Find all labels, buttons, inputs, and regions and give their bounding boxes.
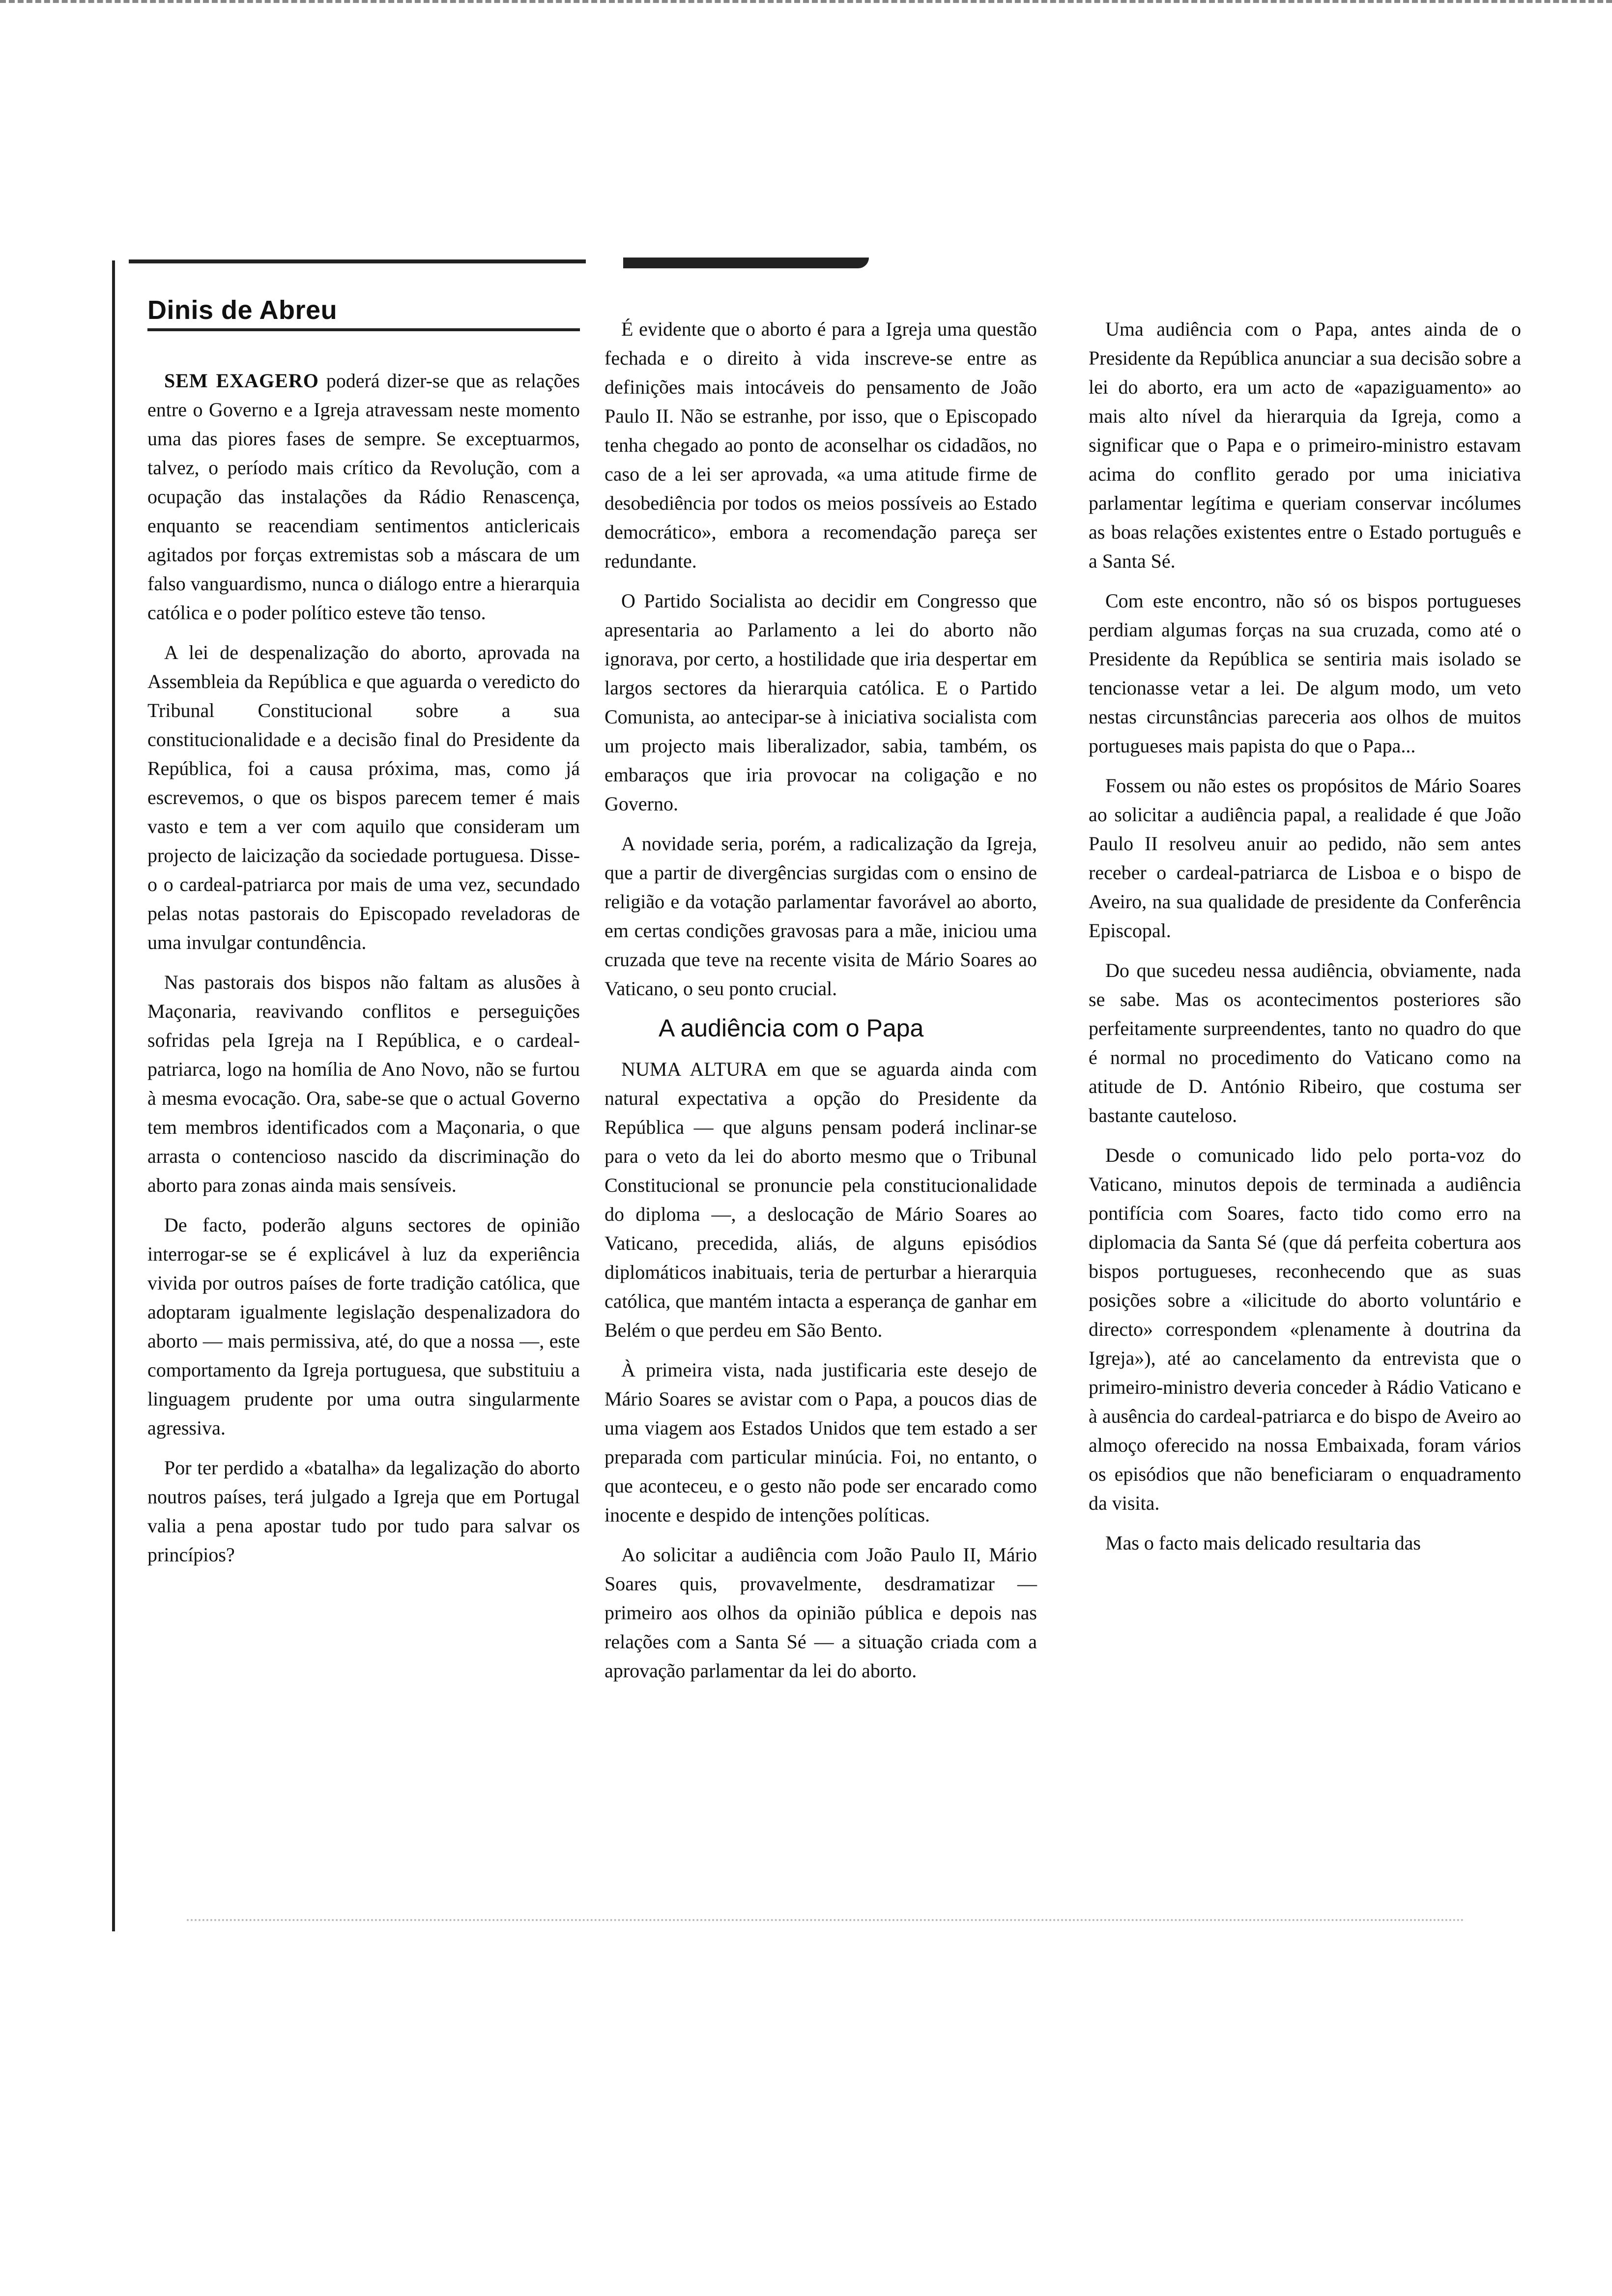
scan-edge: [0, 0, 1612, 10]
paragraph: À primeira vista, nada justificaria este desejo de Mário Soares se avistar com o Papa, a poucos dias de uma viagem aos Estados Unidos que tem estado a ser preparada com particular minúcia. Foi, no entanto, o que aconteceu, e o gesto não pode ser encarado como inocente e despido de intenções políticas.: [604, 1359, 1037, 1526]
paragraph: A lei de despenalização do aborto, aprovada na Assembleia da República e que aguarda o veredicto do Tribunal Constitucional sobre a sua constitucionalidade e a decisão final do Presidente da República, foi a causa próxima, mas, como já escrevemos, o que os bispos parecem temer é mais vasto e tem a ver com aquilo que consideram um projecto de laicização da sociedade portuguesa. Disse-o o cardeal-patriarca por mais de uma vez, secundado pelas notas pastorais do Episcopado reveladoras de uma invulgar contundência.: [147, 641, 580, 953]
paragraph: É evidente que o aborto é para a Igreja uma questão fechada e o direito à vida inscreve-se entre as definições mais intocáveis do pensamento de João Paulo II. Não se estranhe, por isso, que o Episcopado tenha chegado ao ponto de aconselhar os cidadãos, no caso de a lei ser aprovada, «a uma atitude firme de desobediência por todos os meios possíveis ao Estado democrático», embora a recomendação pareça ser redundante.: [604, 318, 1037, 572]
lead-words: SEM EXAGERO: [164, 370, 319, 392]
paragraph: De facto, poderão alguns sectores de opinião interrogar-se se é explicável à luz da experiência vivida por outros países de forte tradição católica, que adoptaram igualmente legislação despenalizadora do aborto — mais permissiva, até, do que a nossa —, este comportamento da Igreja portuguesa, que substituiu a linguagem prudente por uma outra singularmente agressiva.: [147, 1214, 580, 1439]
author-byline: Dinis de Abreu: [147, 295, 580, 331]
paragraph: Com este encontro, não só os bispos portugueses perdiam algumas forças na sua cruzada, como até o Presidente da República se sentiria mais isolado se tencionasse vetar a lei. De algum modo, um veto nestas circunstâncias pareceria aos olhos de muitos portugueses mais papista do que o Papa...: [1089, 590, 1521, 757]
header-rule: [129, 259, 586, 263]
header-rule-decoration: [623, 258, 869, 268]
paragraph: NUMA ALTURA em que se aguarda ainda com natural expectativa a opção do Presidente da República — que alguns pensam poderá inclinar-se para o veto da lei do aborto mesmo que o Tribunal Constitucional se pronuncie pela constitucionalidade do diploma —, a deslocação de Mário Soares ao Vaticano, precedida, aliás, de alguns episódios diplomáticos inabituais, teria de perturbar a hierarquia católica, que mantém intacta a esperança de ganhar em Belém o que perdeu em São Bento.: [604, 1058, 1037, 1341]
paragraph-text: poderá dizer-se que as relações entre o Governo e a Igreja atravessam neste momento uma das piores fases de sempre. Se exceptuarmos, talvez, o período mais crítico da Revolução, com a ocupação das instalações da Rádio Renascença, enquanto se reacendiam sentimentos anticlericais agitados por forças extremistas sob a máscara de um falso vanguardismo, nunca o diálogo entre a hierarquia católica e o poder político esteve tão tenso.: [147, 370, 580, 624]
margin-rule: [112, 260, 115, 1931]
paragraph: Desde o comunicado lido pelo porta-voz do Vaticano, minutos depois de terminada a audiência pontifícia com Soares, facto tido como erro na diplomacia da Santa Sé (que dá perfeita cobertura aos bispos portugueses, reconhecendo que as suas posições sobre a «ilicitude do aborto voluntário e directo» correspondem «plenamente à doutrina da Igreja»), até ao cancelamento da entrevista que o primeiro-ministro deveria conceder à Rádio Vaticano e à ausência do cardeal-patriarca e do bispo de Aveiro ao almoço oferecido na nossa Embaixada, foram vários os episódios que não beneficiaram o enquadramento da visita.: [1089, 1144, 1521, 1514]
paragraph: Do que sucedeu nessa audiência, obviamente, nada se sabe. Mas os acontecimentos posteriores são perfeitamente surpreendentes, tanto no quadro do que é normal no procedimento do Vaticano como na atitude de D. António Ribeiro, que costuma ser bastante cauteloso.: [1089, 959, 1521, 1126]
paragraph: Nas pastorais dos bispos não faltam as alusões à Maçonaria, reavivando conflitos e perseguições sofridas pela Igreja na I República, e o cardeal-patriarca, logo na homília de Ano Novo, não se furtou à mesma evocação. Ora, sabe-se que o actual Governo tem membros identificados com a Maçonaria, o que arrasta o contencioso nascido da discriminação do aborto para zonas ainda mais sensíveis.: [147, 971, 580, 1196]
paragraph: O Partido Socialista ao decidir em Congresso que apresentaria ao Parlamento a lei do aborto não ignorava, por certo, a hostilidade que iria despertar em largos sectores da hierarquia católica. E o Partido Comunista, ao antecipar-se à iniciativa socialista com um projecto mais liberalizador, sabia, também, os embaraços que iria provocar na coligação e no Governo.: [604, 590, 1037, 815]
paragraph: Ao solicitar a audiência com João Paulo II, Mário Soares quis, provavelmente, desdramatizar — primeiro aos olhos da opinião pública e depois nas relações com a Santa Sé — a situação criada com a aprovação parlamentar da lei do aborto.: [604, 1544, 1037, 1682]
scan-noise: [187, 1919, 1465, 1923]
paragraph: Fossem ou não estes os propósitos de Mário Soares ao solicitar a audiência papal, a realidade é que João Paulo II resolveu anuir ao pedido, não sem antes receber o cardeal-patriarca de Lisboa e o bispo de Aveiro, na sua qualidade de presidente da Conferência Episcopal.: [1089, 775, 1521, 942]
column-1: [147, 366, 580, 1580]
column-3: [1089, 315, 1521, 1568]
paragraph: [147, 366, 580, 627]
paragraph: Por ter perdido a «batalha» da legalização do aborto noutros países, terá julgado a Igreja que em Portugal valia a pena apostar tudo por tudo para salvar os princípios?: [147, 1457, 580, 1566]
subheading: A audiência com o Papa: [659, 1014, 924, 1042]
paragraph: Uma audiência com o Papa, antes ainda de o Presidente da República anunciar a sua decisão sobre a lei do aborto, era um acto de «apaziguamento» ao mais alto nível da hierarquia da Igreja, como a significar que o Papa e o primeiro-ministro estavam acima do conflito gerado por uma iniciativa parlamentar legítima e queriam conservar incólumes as boas relações existentes entre o Estado português e a Santa Sé.: [1089, 318, 1521, 572]
paragraph: A novidade seria, porém, a radicalização da Igreja, que a partir de divergências surgidas com o ensino de religião e da votação parlamentar favorável ao aborto, em certas condições gravosas para a mãe, iniciou uma cruzada que teve na recente visita de Mário Soares ao Vaticano, o seu ponto crucial.: [604, 832, 1037, 1000]
column-2: [604, 315, 1037, 1696]
paragraph: Mas o facto mais delicado resultaria das: [1105, 1532, 1421, 1554]
